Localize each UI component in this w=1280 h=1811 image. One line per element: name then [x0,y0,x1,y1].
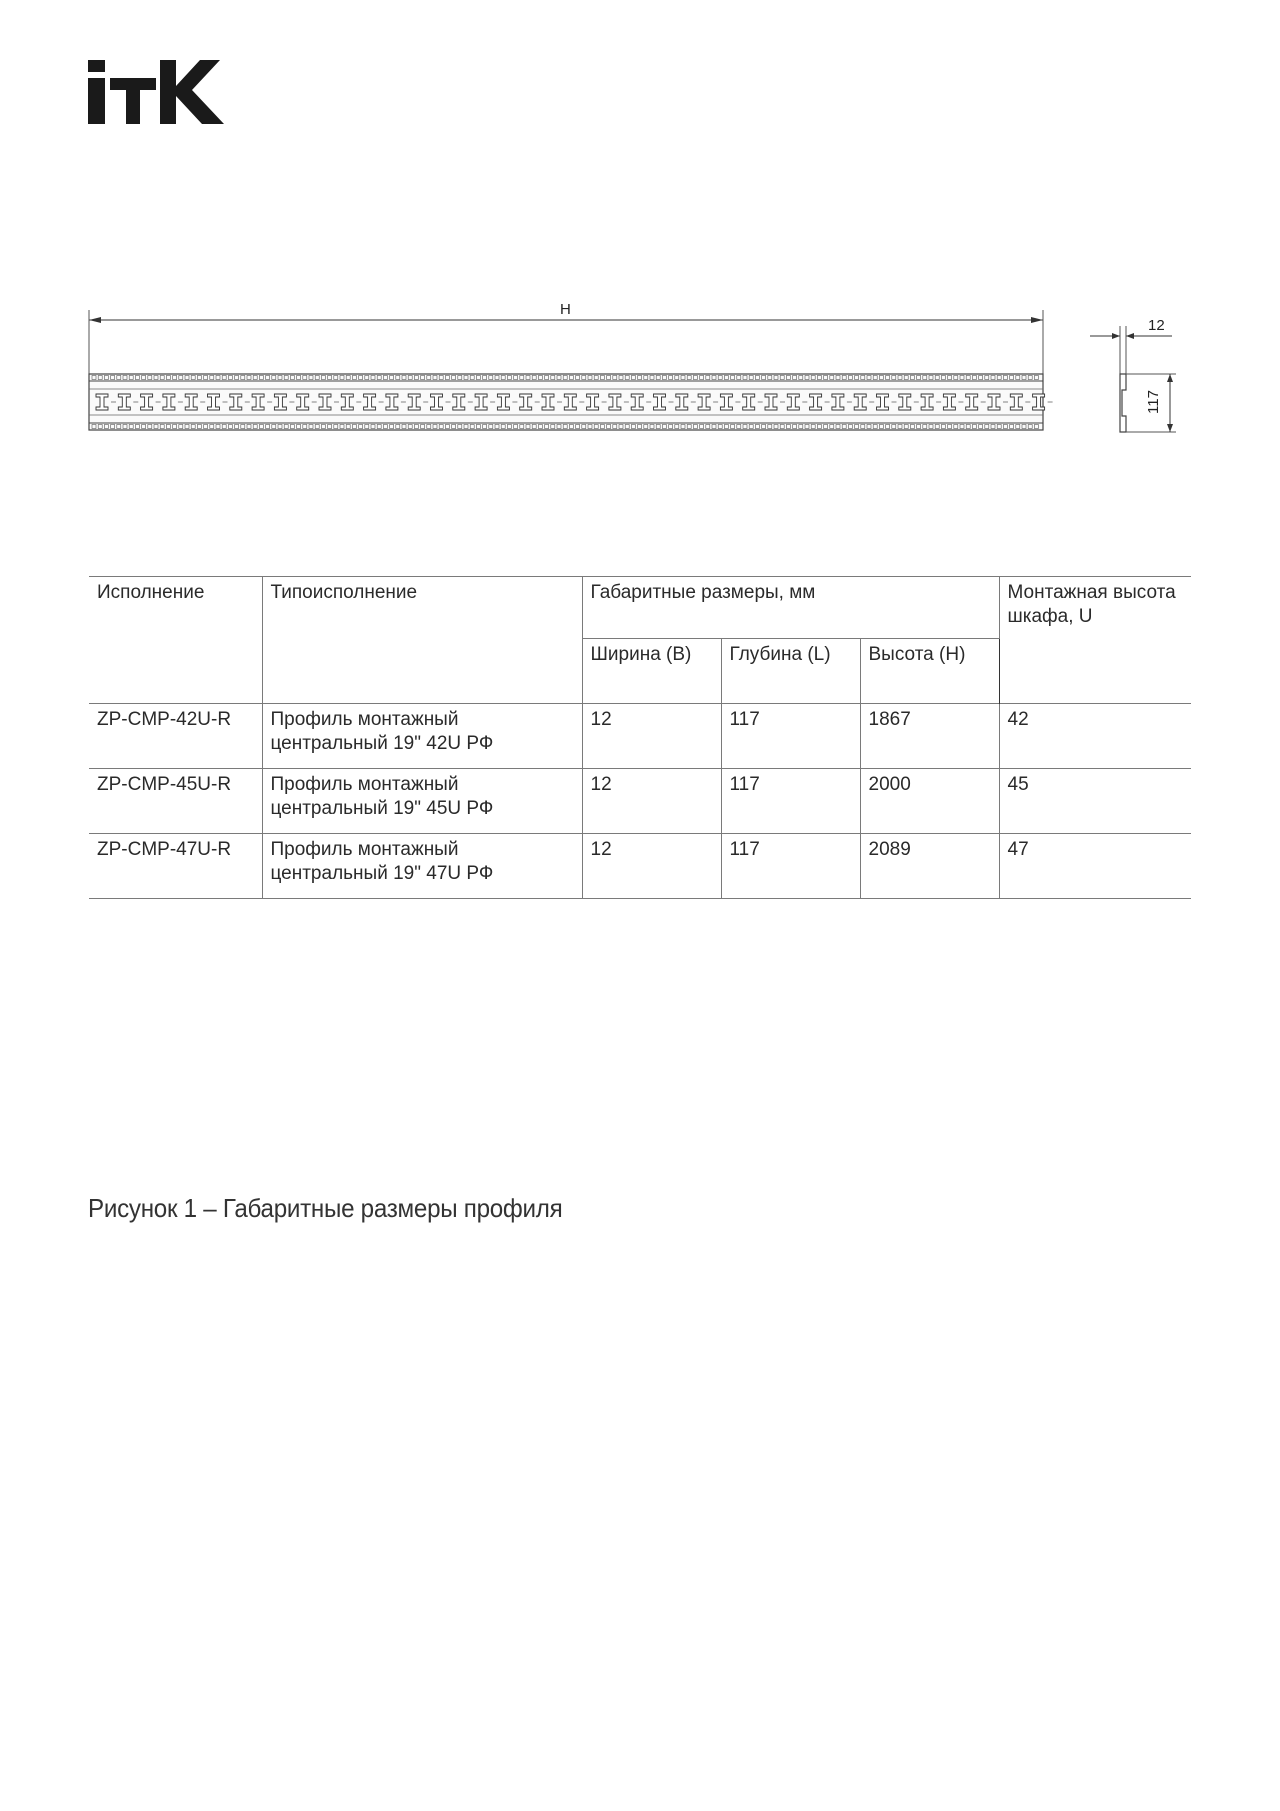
cell-height: 1867 [860,704,999,769]
itk-logo [88,60,224,124]
cell-name: Профиль монтажный центральный 19" 42U РФ [262,704,582,769]
cell-width: 12 [582,834,721,899]
dimension-width-label: 12 [1148,317,1165,334]
profile-drawing [0,290,1280,450]
header-type: Типоисполнение [262,577,582,704]
dimension-depth-label: 117 [1145,390,1162,414]
header-height: Высота (Н) [860,639,999,704]
cell-units: 42 [999,704,1191,769]
cell-units: 47 [999,834,1191,899]
cell-code: ZP-CMP-45U-R [89,769,262,834]
cell-height: 2089 [860,834,999,899]
cell-width: 12 [582,704,721,769]
header-mount-height: Монтажная высота шкафа, U [999,577,1191,704]
cell-height: 2000 [860,769,999,834]
dimension-h-label: H [560,301,571,318]
cell-code: ZP-CMP-47U-R [89,834,262,899]
figure-caption: Рисунок 1 – Габаритные размеры профиля [88,1193,563,1223]
cell-code: ZP-CMP-42U-R [89,704,262,769]
table-row [89,769,1191,834]
header-width: Ширина (В) [582,639,721,704]
header-depth: Глубина (L) [721,639,860,704]
profile-body [89,374,1053,430]
cell-depth: 117 [721,769,860,834]
table-row [89,704,1191,769]
cell-name: Профиль монтажный центральный 19" 47U РФ [262,834,582,899]
cell-depth: 117 [721,704,860,769]
cell-width: 12 [582,769,721,834]
header-execution: Исполнение [89,577,262,704]
profile-section [1090,317,1176,432]
table-row [89,834,1191,899]
header-dimensions: Габаритные размеры, мм [582,577,999,639]
spec-table [89,576,1191,899]
cell-depth: 117 [721,834,860,899]
cell-name: Профиль монтажный центральный 19" 45U РФ [262,769,582,834]
cell-units: 45 [999,769,1191,834]
